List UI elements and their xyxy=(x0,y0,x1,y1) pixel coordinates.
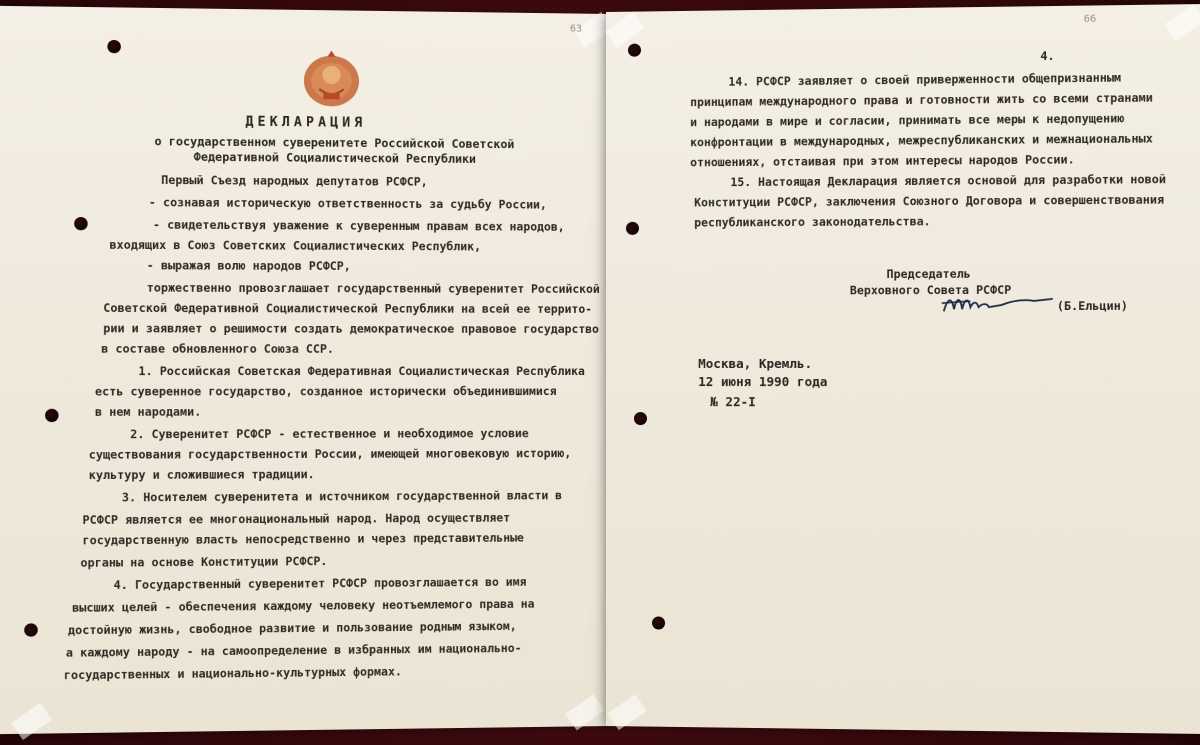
page-number: 4. xyxy=(1040,48,1055,64)
declaration-page-1 xyxy=(0,6,610,734)
text-line: Первый Съезд народных депутатов РСФСР, xyxy=(161,172,428,189)
document-title: ДЕКЛАРАЦИЯ xyxy=(245,114,367,131)
text-line: а каждому народу - на самоопределение в избранных им национально- xyxy=(65,640,522,660)
text-line: республиканского законодательства. xyxy=(694,214,931,230)
corner-mount xyxy=(1164,4,1200,41)
corner-mount xyxy=(607,694,646,730)
text-line: входящих в Союз Советских Социалистических Республик, xyxy=(109,237,482,254)
text-line: государственную власть непосредственно и через представительные xyxy=(82,530,524,548)
text-line: отношениях, отстаивая при этом интересы народов России. xyxy=(690,152,1075,170)
text-line: - сознавая историческую ответственность за судьбу России, xyxy=(148,195,547,212)
punch-hole xyxy=(45,409,59,422)
archive-number: 63 xyxy=(569,23,583,35)
punch-hole xyxy=(107,40,120,53)
text-line: 4. Государственный суверенитет РСФСР провозглашается во имя xyxy=(113,574,527,593)
punch-hole xyxy=(74,217,88,230)
text-line: торжественно провозглашает государственный суверенитет Российской xyxy=(146,280,600,296)
text-line: 1. Российская Советская Федеративная Социалистическая Республика xyxy=(138,363,585,379)
text-line: - выражая волю народов РСФСР, xyxy=(146,258,351,274)
text-line: культуру и сложившиеся традиции. xyxy=(88,467,315,483)
text-line: органы на основе Конституции РСФСР. xyxy=(80,553,328,570)
punch-hole xyxy=(628,44,641,57)
punch-hole xyxy=(634,412,647,425)
text-line: конфронтации в международных, межреспубликанских и межнациональных xyxy=(690,131,1153,150)
text-line: Советской Федеративной Социалистической Республики на всей ее террито- xyxy=(103,300,593,316)
signatory-name: (Б.Ельцин) xyxy=(1056,298,1128,314)
document-subtitle xyxy=(151,134,518,167)
punch-hole xyxy=(652,616,665,629)
text-line: 2. Суверенитет РСФСР - естественное и необходимое условие xyxy=(130,426,529,442)
text-line: Конституции РСФСР, заключения Союзного Договора и совершенствования xyxy=(694,192,1165,210)
corner-mount xyxy=(11,703,52,740)
text-line: достойную жизнь, свободное развитие и пользование родным языком, xyxy=(67,618,517,638)
text-line: - свидетельствуя уважение к суверенным правам всех народов, xyxy=(152,217,565,234)
signatory-title: Председатель xyxy=(886,266,971,282)
text-line: РСФСР является ее многонациональный народ. Народ осуществляет xyxy=(82,510,511,528)
archive-number: 66 xyxy=(1083,13,1097,25)
rsfsr-emblem-icon xyxy=(301,48,362,109)
punch-hole xyxy=(626,222,639,235)
text-line: 15. Настоящая Декларация является основой для разработки новой xyxy=(730,171,1166,190)
document-number: № 22-I xyxy=(710,394,756,410)
date-line: 12 июня 1990 года xyxy=(698,374,828,390)
text-line: рии и заявляет о решимости создать демократическое правовое государство xyxy=(103,321,599,336)
text-line: принципам международного права и готовности жить со всеми странами xyxy=(690,90,1153,110)
text-line: 3. Носителем суверенитета и источником государственной власти в xyxy=(121,488,563,505)
subtitle-line: Федеративной Социалистической Республики xyxy=(193,149,476,166)
declaration-page-4 xyxy=(606,4,1200,734)
text-line: высших целей - обеспечения каждому человеку неотъемлемого права на xyxy=(72,596,535,615)
subtitle-line: о государственном суверенитете Российской Советской xyxy=(154,134,515,152)
text-line: государственных и национально-культурных формах. xyxy=(63,664,402,683)
signatory-title: Верховного Совета РСФСР xyxy=(849,282,1012,298)
text-line: в составе обновленного Союза ССР. xyxy=(101,341,334,356)
text-line: есть суверенное государство, созданное исторически объединившимися xyxy=(94,384,557,399)
punch-hole xyxy=(24,623,38,636)
text-line: в нем народами. xyxy=(94,404,202,419)
corner-mount xyxy=(565,694,604,730)
place-line: Москва, Кремль. xyxy=(698,355,813,372)
handwritten-signature-icon xyxy=(940,289,1063,320)
text-line: 14. РСФСР заявляет о своей приверженности общепризнанным xyxy=(728,70,1122,89)
text-line: существования государственности России, имеющей многовековую историю, xyxy=(88,446,572,462)
text-line: и народами в мире и согласии, принимать все меры к недопущению xyxy=(690,111,1125,130)
corner-mount xyxy=(605,12,644,48)
